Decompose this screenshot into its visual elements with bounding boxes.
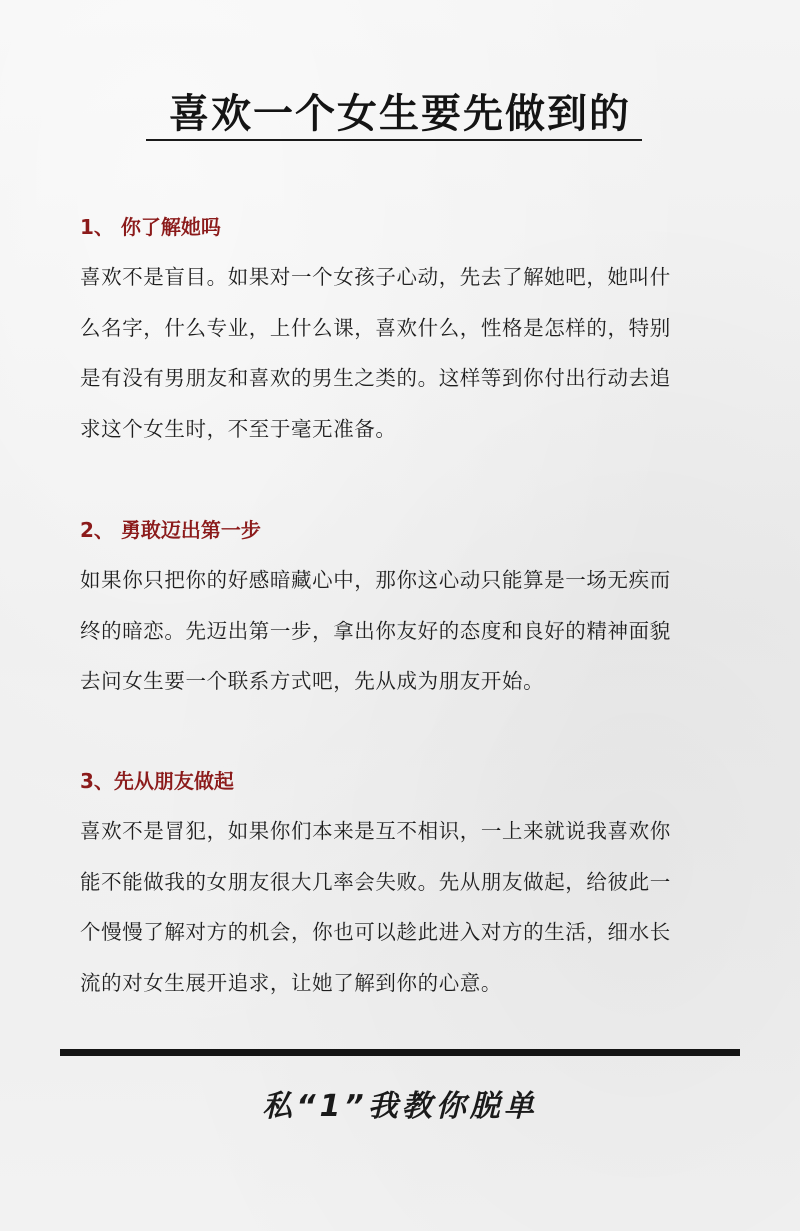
paragraph-line: 流的对女生展开追求，让她了解到你的心意。 [80,971,502,996]
paragraph-line: 个慢慢了解对方的机会，你也可以趁此进入对方的生活，细水长 [80,920,671,945]
section-paragraph-3 [80,806,722,1009]
paragraph-line: 么名字，什么专业，上什么课，喜欢什么，性格是怎样的，特别 [80,315,671,340]
section-paragraph-2 [80,555,722,707]
paragraph-line: 如果你只把你的好感暗藏心中，那你这心动只能算是一场无疾而 [80,568,671,592]
page-title: 喜欢一个女生要先做到的 [169,91,631,137]
paragraph-line: 喜欢不是冒犯，如果你们本来是互不相识，一上来就说我喜欢你 [80,819,671,843]
paragraph-line: 能不能做我的女朋友很大几率会失败。先从朋友做起，给彼此一 [80,869,671,894]
paragraph-line: 喜欢不是盲目。如果对一个女孩子心动，先去了解她吧，她叫什 [80,265,671,289]
paragraph-line: 求这个女生时，不至于毫无准备。 [80,417,397,442]
paragraph-line: 去问女生要一个联系方式吧，先从成为朋友开始。 [80,669,545,694]
footer-divider [60,1049,740,1056]
section-paragraph-1 [80,252,722,455]
call-to-action: 私“1”我教你脱单 [262,1089,538,1124]
paragraph-line: 终的暗恋。先迈出第一步，拿出你友好的态度和良好的精神面貌 [80,618,671,643]
title-underline [146,139,642,141]
section-heading-2: 2、 勇敢迈出第一步 [80,518,261,542]
section-heading-1: 1、 你了解她吗 [80,215,221,239]
section-heading-3: 3、先从朋友做起 [80,769,234,793]
paragraph-line: 是有没有男朋友和喜欢的男生之类的。这样等到你付出行动去追 [80,366,671,391]
